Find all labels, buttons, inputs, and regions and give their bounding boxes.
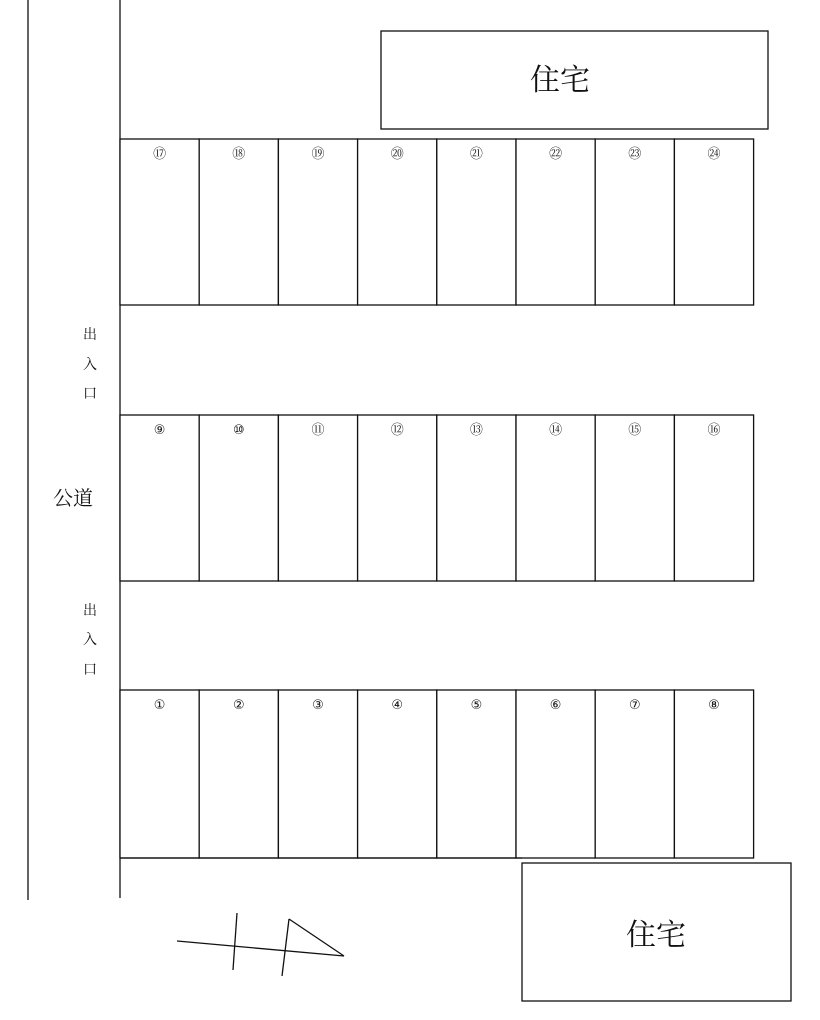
parking-stall (120, 415, 199, 581)
parking-stall-number: ⑲ (311, 147, 325, 162)
parking-stall (437, 690, 516, 858)
road-label: 公道 (53, 486, 93, 510)
entrance-upper-char-2: 入 (83, 357, 97, 373)
parking-stall (516, 415, 595, 581)
parking-stall-number: ㉒ (549, 147, 563, 162)
parking-stall-number: ⑪ (311, 423, 325, 438)
parking-stall-number: ③ (312, 698, 324, 713)
parking-stall-number: ④ (391, 698, 404, 713)
entrance-upper-char-1: 出 (83, 327, 97, 343)
parking-stall-number: ㉓ (628, 147, 642, 162)
parking-stall (199, 415, 278, 581)
parking-stall (358, 139, 437, 305)
parking-stall (120, 690, 199, 858)
parking-stall (516, 690, 595, 858)
parking-stall-number: ⑳ (390, 147, 404, 162)
parking-stall (595, 139, 674, 305)
parking-stall (595, 415, 674, 581)
parking-row-bottom (120, 690, 754, 858)
parking-stall (199, 139, 278, 305)
parking-stall-number: ⑨ (153, 423, 166, 438)
parking-stall (674, 415, 753, 581)
entrance-upper-char-3: 口 (83, 386, 97, 402)
parking-row-middle (120, 415, 754, 581)
parking-stall-number: ⑯ (707, 423, 721, 438)
parking-stall (674, 690, 753, 858)
parking-stall (278, 690, 357, 858)
parking-stall (358, 690, 437, 858)
parking-stall (278, 415, 357, 581)
parking-stall-number: ⑭ (549, 423, 563, 438)
parking-stall-number: ② (232, 698, 245, 713)
north-arrow-symbol (177, 913, 344, 976)
parking-stall-number: ① (153, 698, 166, 713)
parking-stall-number: ⑧ (708, 698, 720, 713)
parking-row-top (120, 139, 754, 305)
parking-stall-number: ⑫ (390, 423, 404, 438)
building-bottom-label: 住宅 (626, 918, 686, 953)
parking-stall (595, 690, 674, 858)
parking-stall (199, 690, 278, 858)
entrance-lower-char-2: 入 (83, 632, 97, 648)
parking-stall (358, 415, 437, 581)
parking-stall-number: ㉑ (469, 147, 483, 162)
parking-stall-number: ⑱ (232, 147, 246, 162)
parking-stall (120, 139, 199, 305)
parking-stall-number: ⑮ (628, 423, 642, 438)
parking-stall-number: ⑤ (470, 698, 483, 713)
entrance-lower-char-3: 口 (83, 662, 97, 678)
parking-stall-number: ⑦ (628, 698, 641, 713)
parking-stall-number: ⑬ (469, 423, 483, 438)
parking-stall-number: ⑩ (232, 423, 245, 438)
parking-stall (278, 139, 357, 305)
parking-stall-number: ㉔ (707, 147, 721, 162)
parking-stall (437, 415, 516, 581)
parking-stall (516, 139, 595, 305)
entrance-lower-char-1: 出 (83, 603, 97, 619)
parking-stall (674, 139, 753, 305)
building-top-label: 住宅 (530, 63, 590, 98)
parking-stall-number: ⑰ (153, 147, 167, 162)
parking-stall-number: ⑥ (549, 698, 562, 713)
parking-stall (437, 139, 516, 305)
